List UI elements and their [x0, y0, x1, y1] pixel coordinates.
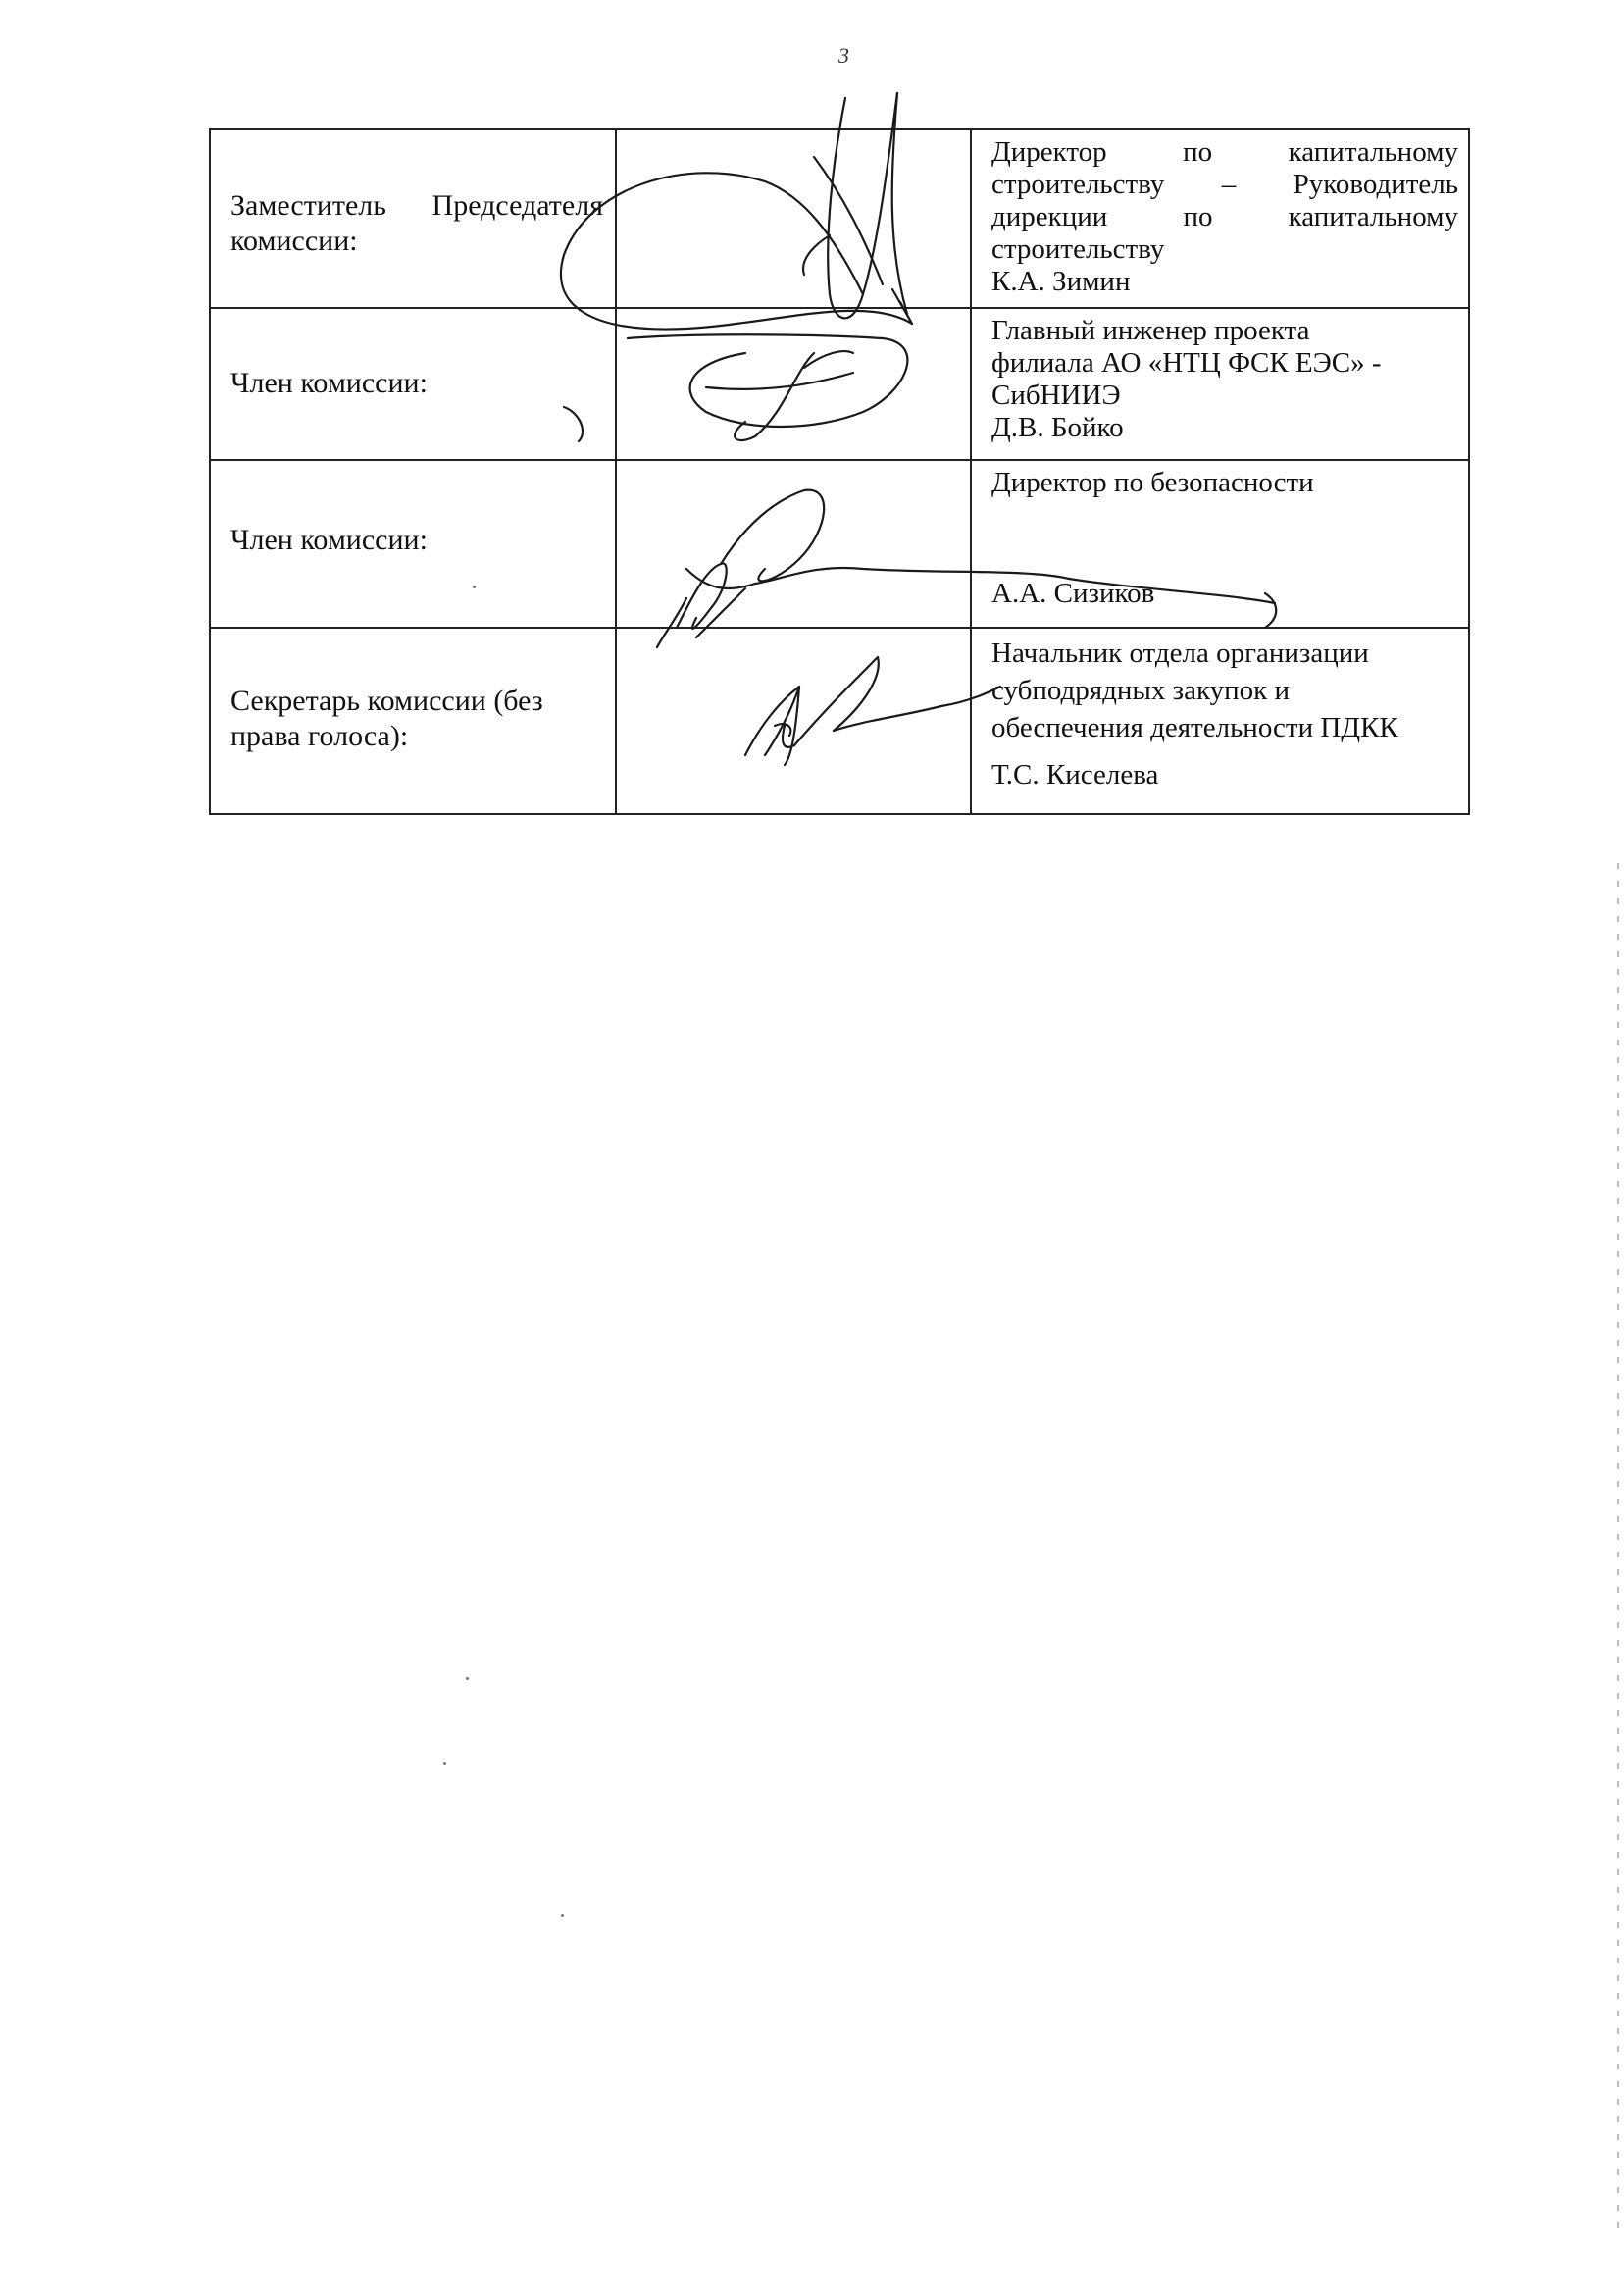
role-cell [210, 460, 616, 628]
signature-table [209, 128, 1470, 815]
position-text: Начальник отдела организации субподрядных закупок и обеспечения деятельности ПДКК Т.С. Киселева [991, 635, 1458, 793]
table-row [210, 628, 1469, 814]
signature-cell [616, 460, 971, 628]
position-text: Директор по капитальному строительству – Руководитель дирекции по капитальному строительству К.А. Зимин [991, 136, 1458, 297]
position-text: Главный инженер проекта филиала АО «НТЦ ФСК ЕЭС» - СибНИИЭ Д.В. Бойко [991, 315, 1458, 444]
role-label: Член комиссии: [230, 524, 428, 556]
signature-cell [616, 129, 971, 308]
role-label: Член комиссии: [230, 367, 428, 399]
position-text: Директор по безопасности А.А. Сизиков [991, 467, 1458, 610]
position-cell [971, 628, 1469, 814]
signer-name: Т.С. Киселева [991, 759, 1159, 790]
signature-cell [616, 628, 971, 814]
scan-speck [443, 1762, 446, 1765]
table-row [210, 308, 1469, 460]
role-cell [210, 628, 616, 814]
position-cell [971, 460, 1469, 628]
table-row [210, 460, 1469, 628]
signer-name: А.А. Сизиков [991, 578, 1155, 609]
role-cell [210, 308, 616, 460]
scan-speck [561, 1914, 564, 1917]
role-cell [210, 129, 616, 308]
scan-speck [473, 586, 476, 588]
role-label: Секретарь комиссии (без права голоса): [230, 685, 543, 752]
signature-cell [616, 308, 971, 460]
position-cell [971, 129, 1469, 308]
scan-edge-artifact [1617, 863, 1619, 2236]
table-row [210, 129, 1469, 308]
scan-speck [466, 1677, 469, 1680]
signer-name: К.А. Зимин [991, 266, 1131, 297]
position-cell [971, 308, 1469, 460]
signer-name: Д.В. Бойко [991, 412, 1124, 443]
page-number: 3 [838, 43, 849, 68]
role-label: Заместитель Председателя комиссии: [230, 189, 603, 257]
